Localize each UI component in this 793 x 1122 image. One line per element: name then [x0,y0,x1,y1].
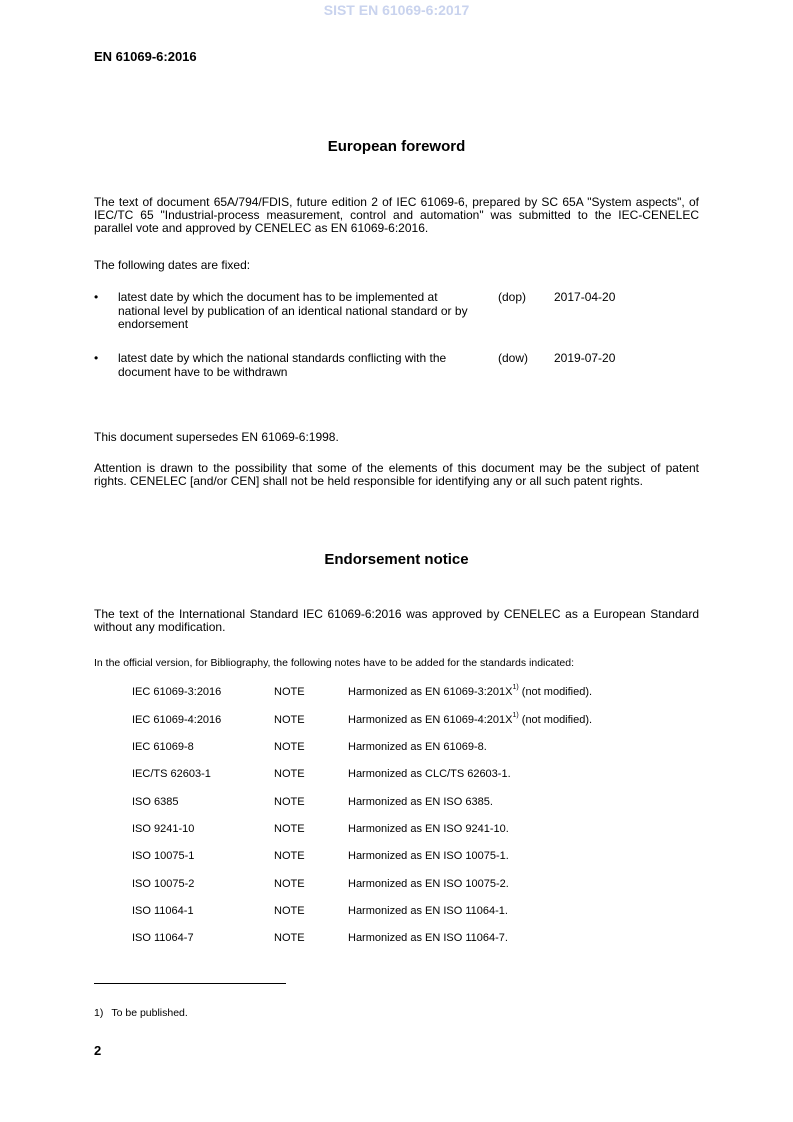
date-item-date: 2019-07-20 [554,351,616,365]
note-text: Harmonized as EN ISO 10075-1. [348,850,509,862]
note-text: Harmonized as EN 61069-8. [348,741,487,753]
footnote-ref: 1) [512,712,519,719]
patent-text: Attention is drawn to the possibility that some of the elements of this document may be the subject of patent rights. CENELEC [and/or CEN] shall not be held responsible for identifying any or all such patent rights. [94,461,699,488]
note-label: NOTE [274,905,305,917]
note-text [348,686,592,698]
note-text: Harmonized as CLC/TS 62603-1. [348,768,511,780]
note-standard: IEC 61069-8 [132,741,194,753]
note-text: Harmonized as EN ISO 9241-10. [348,823,509,835]
note-label: NOTE [274,850,305,862]
date-item-text: latest date by which the national standards conflicting with the document have to be withdrawn [118,351,447,379]
foreword-title: European foreword [327,138,466,155]
bullet-icon: • [94,290,99,304]
note-standard: ISO 11064-7 [132,932,194,944]
note-label: NOTE [274,686,305,698]
date-item-code: (dow) [498,351,529,365]
footnote-ref: 1) [512,684,519,691]
note-standard: ISO 10075-1 [132,850,195,862]
note-text: Harmonized as EN ISO 11064-7. [348,932,508,944]
watermark: SIST EN 61069-6:2017 [323,2,470,18]
note-label: NOTE [274,714,305,726]
note-label: NOTE [274,823,305,835]
note-label: NOTE [274,878,305,890]
note-standard: ISO 11064-1 [132,905,194,917]
date-item-text: latest date by which the document has to be implemented at national level by publication of an identical national standard or by endorsement [118,290,468,331]
bullet-icon: • [94,351,99,365]
note-text-main: Harmonized as EN 61069-4:201X [348,714,513,726]
note-standard: IEC 61069-4:2016 [132,714,222,726]
note-text-main: Harmonized as EN 61069-3:201X [348,686,513,698]
note-label: NOTE [274,768,305,780]
date-item-code: (dop) [498,290,527,304]
note-label: NOTE [274,741,305,753]
endorsement-title: Endorsement notice [324,551,469,568]
note-standard: IEC 61069-3:2016 [132,686,222,698]
note-text: Harmonized as EN ISO 10075-2. [348,878,509,890]
note-standard: ISO 9241-10 [132,823,195,835]
footnote-number: 1) [94,1007,104,1019]
page-number: 2 [94,1043,102,1058]
note-standard: ISO 10075-2 [132,878,195,890]
date-item-date: 2017-04-20 [554,290,616,304]
footnote [94,1007,188,1019]
supersedes-text: This document supersedes EN 61069-6:1998. [94,430,339,444]
note-standard: IEC/TS 62603-1 [132,768,211,780]
note-text [348,714,592,726]
footnote-divider [94,983,286,984]
note-standard: ISO 6385 [132,796,179,808]
note-text: Harmonized as EN ISO 6385. [348,796,493,808]
note-label: NOTE [274,796,305,808]
endorsement-text: The text of the International Standard IEC 61069-6:2016 was approved by CENELEC as a European Standard without any modification. [94,607,699,634]
note-text: Harmonized as EN ISO 11064-1. [348,905,508,917]
notes-intro: In the official version, for Bibliography, the following notes have to be added for the standards indicated: [94,657,574,669]
document-id: EN 61069-6:2016 [94,49,197,64]
note-text-suffix: (not modified). [518,686,593,698]
dates-intro: The following dates are fixed: [94,258,251,272]
foreword-intro: The text of document 65A/794/FDIS, future edition 2 of IEC 61069-6, prepared by SC 65A "System aspects", of IEC/TC 65 "Industrial-process measurement, control and automation" was submitted to the IEC-CENELEC parallel vote and approved by CENELEC as EN 61069-6:2016. [94,195,699,235]
note-label: NOTE [274,932,305,944]
note-text-suffix: (not modified). [518,714,593,726]
footnote-text: To be published. [111,1007,188,1019]
